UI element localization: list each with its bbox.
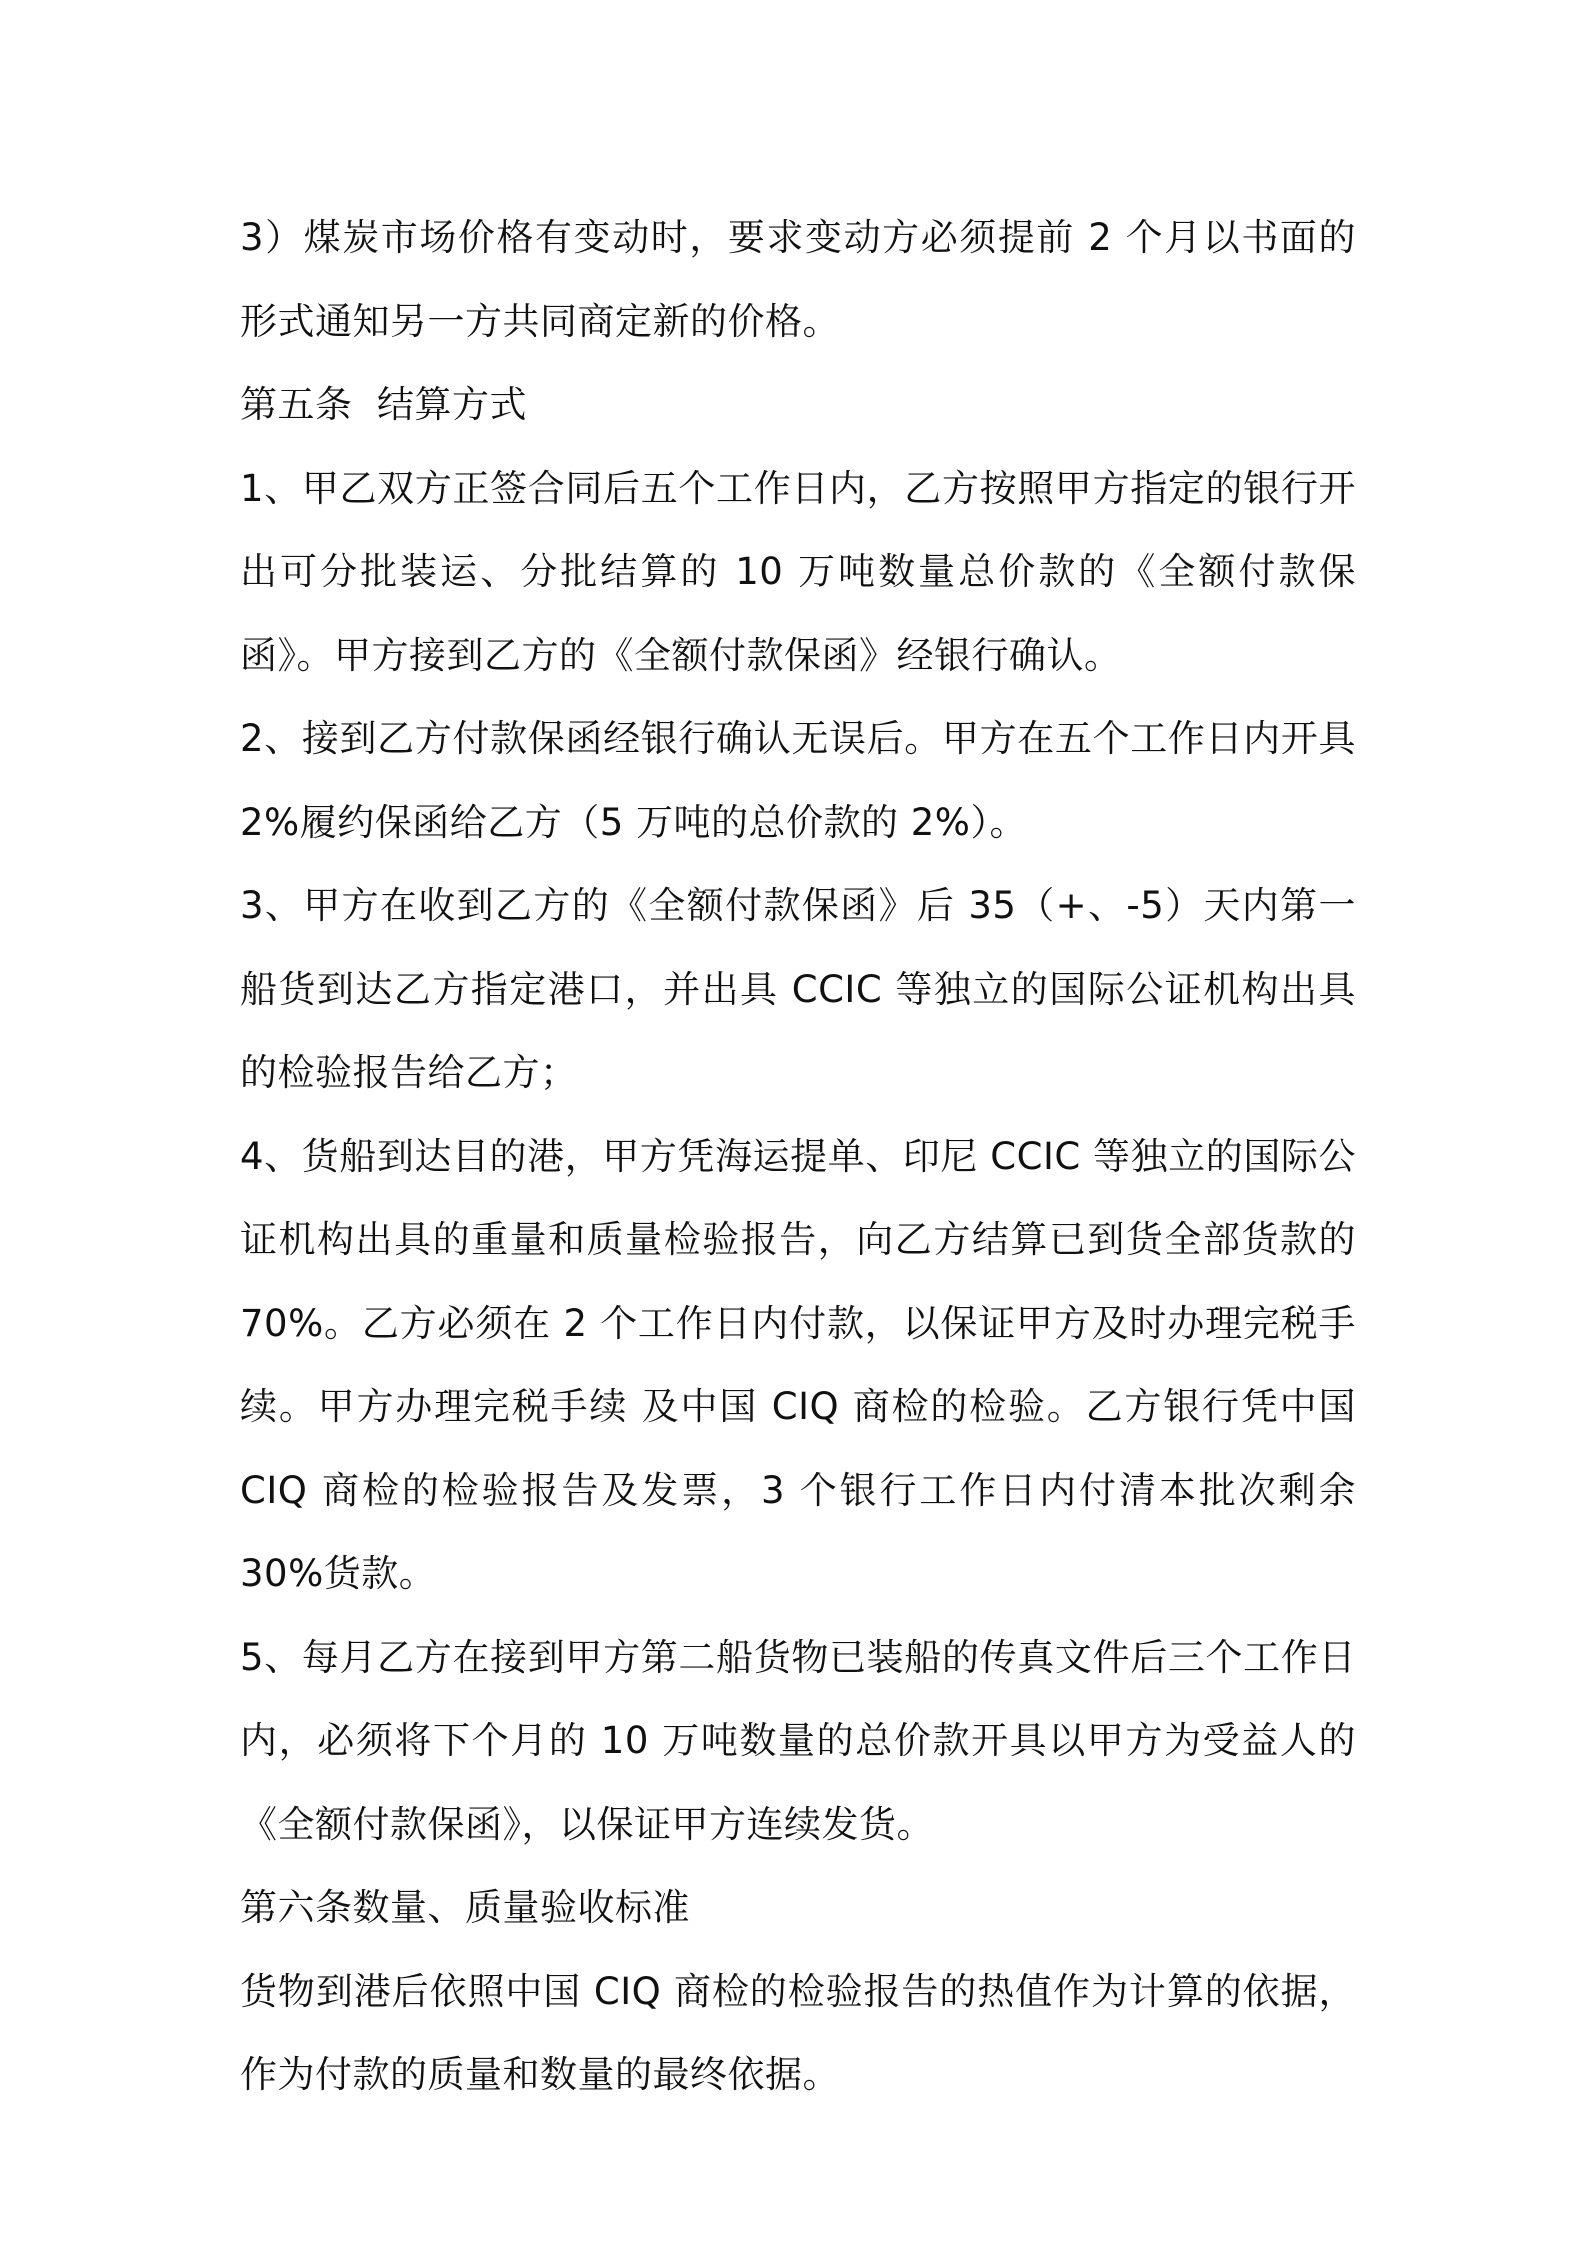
paragraph-settlement-3: 3、甲方在收到乙方的《全额付款保函》后 35（+、-5）天内第一船货到达乙方指定港口，并出具 CCIC 等独立的国际公证机构出具的检验报告给乙方； [240,884,1356,1094]
paragraph-settlement-5: 5、每月乙方在接到甲方第二船货物已装船的传真文件后三个工作日内，必须将下个月的 10 万吨数量的总价款开具以甲方为受益人的《全额付款保函》，以保证甲方连续发货。 [240,1635,1356,1846]
paragraph-settlement-4: 4、货船到达目的港，甲方凭海运提单、印尼 CCIC 等独立的国际公证机构出具的重量和质量检验报告，向乙方结算已到货全部货款的70%。乙方必须在 2 个工作日内付款，以保证甲方及时办理完税手续。甲方办理完税手续 及中国 CIQ 商检的检验。乙方银行凭中国 CIQ 商检的检验报告及发票，3 个银行工作日内付清本批次剩余 30%货款。 [240,1134,1356,1595]
heading-article-6: 第六条数量、质量验收标准 [240,1886,690,1929]
paragraph-price-change: 3）煤炭市场价格有变动时，要求变动方必须提前 2 个月以书面的形式通知另一方共同商定新的价格。 [240,216,1356,343]
paragraph-settlement-1: 1、甲乙双方正签合同后五个工作日内，乙方按照甲方指定的银行开出可分批装运、分批结算的 10 万吨数量总价款的《全额付款保函》。甲方接到乙方的《全额付款保函》经银行确认。 [240,466,1356,677]
paragraph-settlement-2: 2、接到乙方付款保函经银行确认无误后。甲方在五个工作日内开具2%履约保函给乙方（5 万吨的总价款的 2%）。 [240,717,1356,844]
paragraph-acceptance-standard: 货物到港后依照中国 CIQ 商检的检验报告的热值作为计算的依据，作为付款的质量和数量的最终依据。 [240,1969,1356,2096]
heading-article-5: 第五条 结算方式 [240,383,528,426]
document-body [240,196,1356,2117]
